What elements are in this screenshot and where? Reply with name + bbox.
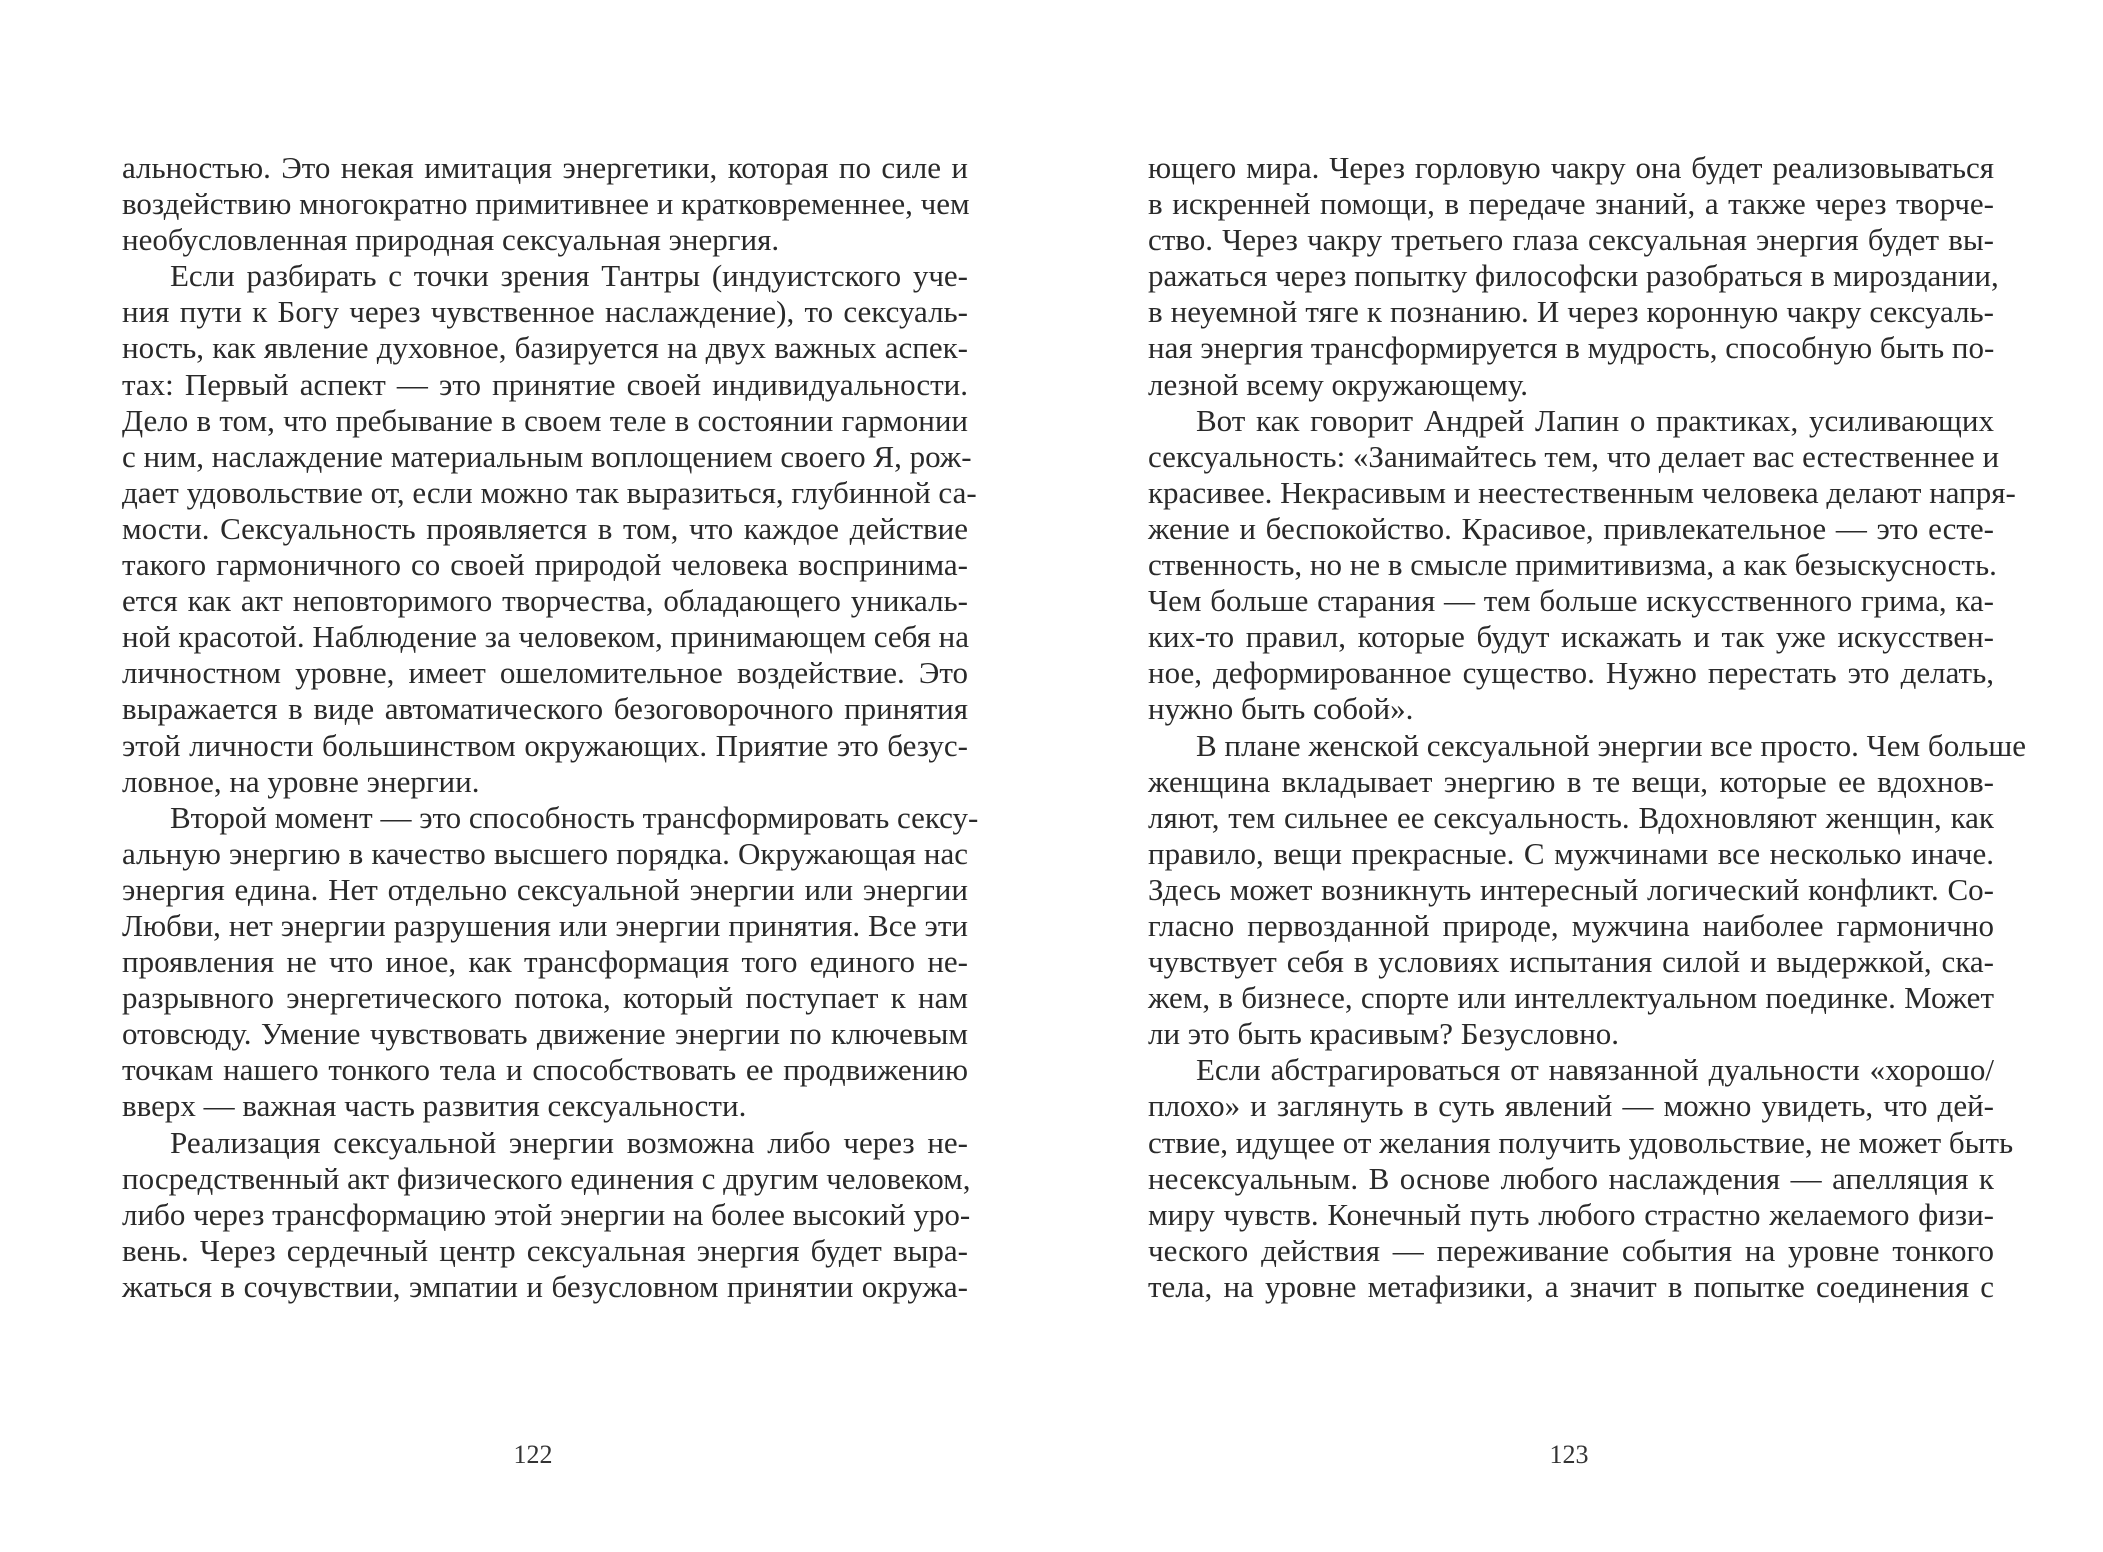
text-line: Вот как говорит Андрей Лапин о практиках, усиливающих [1196,402,1994,438]
text-line: ствие, идущее от желания получить удовольствие, не может быть [1148,1124,2014,1160]
text-line: в неуемной тяге к познанию. И через коронную чакру сексуаль- [1148,294,1994,330]
text-line: сексуальность: «Занимайтесь тем, что делает вас естественнее и [1148,438,2000,474]
text-line: миру чувств. Конечный путь любого страстно желаемого физи- [1148,1196,1994,1232]
text-line: красивее. Некрасивым и неестественным человека делают напря- [1148,474,2016,510]
text-line: несексуальным. В основе любого наслаждения — апелляция к [1148,1160,1994,1196]
text-line: ная энергия трансформируется в мудрость, способную быть по- [1148,330,1995,366]
text-line: ражаться через попытку философски разобраться в мироздании, [1148,258,1999,294]
text-line: Если разбирать с точки зрения Тантры (индуистского уче- [170,258,968,294]
left-page-text [122,150,979,1305]
text-line: Любви, нет энергии разрушения или энергии принятия. Все эти [122,907,968,943]
text-line: ность, как явление духовное, базируется на двух важных аспек- [122,330,968,366]
text-line: ческого действия — переживание события на уровне тонкого [1148,1232,1994,1268]
text-line: ство. Через чакру третьего глаза сексуальная энергия будет вы- [1148,222,1994,258]
text-line: либо через трансформацию этой энергии на более высокий уро- [122,1196,971,1232]
text-line: гласно первозданной природе, мужчина наиболее гармонично [1148,907,1994,943]
text-line: плохо» и заглянуть в суть явлений — можно увидеть, что дей- [1148,1088,1994,1124]
text-line: ли это быть красивым? Безусловно. [1148,1016,1620,1052]
page-number-left: 122 [513,1440,553,1469]
text-line: лезной всему окружающему. [1148,366,1528,402]
text-line: личностном уровне, имеет ошеломительное воздействие. Это [122,655,968,691]
text-line: тах: Первый аспект — это принятие своей индивидуальности. [122,366,968,402]
text-line: энергия едина. Нет отдельно сексуальной энергии или энергии [122,871,968,907]
text-line: мости. Сексуальность проявляется в том, что каждое действие [122,510,968,546]
text-line: В плане женской сексуальной энергии все просто. Чем больше [1196,727,2027,763]
text-line: Дело в том, что пребывание в своем теле в состоянии гармонии [122,402,968,438]
text-line: вверх — важная часть развития сексуальности. [122,1088,747,1124]
text-line: ния пути к Богу через чувственное наслаждение), то сексуаль- [122,294,968,330]
text-line: Здесь может возникнуть интересный логический конфликт. Со- [1148,871,1994,907]
text-line: в искренней помощи, в передаче знаний, а также через творче- [1148,186,1994,222]
text-line: чувствует себя в условиях испытания силой и выдержкой, ска- [1148,944,1994,980]
text-line: ких-то правил, которые будут искажать и так уже искусствен- [1148,619,1994,655]
text-line: ловное, на уровне энергии. [122,763,480,799]
text-line: ляют, тем сильнее ее сексуальность. Вдохновляют женщин, как [1148,799,1994,835]
text-line: жаться в сочувствии, эмпатии и безусловном принятии окружа- [122,1268,968,1304]
text-line: Если абстрагироваться от навязанной дуальности «хорошо/ [1196,1052,1994,1088]
text-line: ется как акт неповторимого творчества, обладающего уникаль- [122,583,968,619]
text-line: посредственный акт физического единения с другим человеком, [122,1160,971,1196]
text-line: жем, в бизнесе, спорте или интеллектуальном поединке. Может [1148,980,1994,1016]
text-line: тела, на уровне метафизики, а значит в попытке соединения с [1148,1268,1994,1304]
text-line: с ним, наслаждение материальным воплощением своего Я, рож- [122,438,972,474]
text-line: разрывного энергетического потока, который поступает к нам [122,980,968,1016]
text-line: точкам нашего тонкого тела и способствовать ее продвижению [122,1052,968,1088]
page-number-right: 123 [1549,1440,1589,1469]
text-line: жение и беспокойство. Красивое, привлекательное — это есте- [1148,510,1994,546]
text-line: правило, вещи прекрасные. С мужчинами все несколько иначе. [1148,835,1994,871]
text-line: Второй момент — это способность трансформировать сексу- [170,799,979,835]
text-line: дает удовольствие от, если можно так выразиться, глубинной са- [122,474,977,510]
text-line: ной красотой. Наблюдение за человеком, принимающем себя на [122,619,969,655]
text-line: вень. Через сердечный центр сексуальная энергия будет выра- [122,1232,968,1268]
text-line: такого гармоничного со своей природой человека воспринима- [122,547,968,583]
text-line: отовсюду. Умение чувствовать движение энергии по ключевым [122,1016,968,1052]
text-line: женщина вкладывает энергию в те вещи, которые ее вдохнов- [1148,763,1994,799]
text-line: Реализация сексуальной энергии возможна либо через не- [170,1124,968,1160]
text-line: проявления не что иное, как трансформация того единого не- [122,944,968,980]
text-line: ное, деформированное существо. Нужно перестать это делать, [1148,655,1994,691]
text-line: альностью. Это некая имитация энергетики, которая по силе и [122,150,968,185]
text-line: альную энергию в качество высшего порядка. Окружающая нас [122,835,968,871]
text-line: ющего мира. Через горловую чакру она будет реализовываться [1148,150,1994,185]
text-line: ственность, но не в смысле примитивизма, а как безыскусность. [1148,547,1997,583]
text-line: нужно быть собой». [1148,691,1414,727]
text-line: необусловленная природная сексуальная энергия. [122,222,780,258]
right-page-text [1148,150,2027,1305]
text-line: выражается в виде автоматического безоговорочного принятия [122,691,968,727]
text-line: воздействию многократно примитивнее и кратковременнее, чем [122,186,970,222]
text-line: этой личности большинством окружающих. Приятие это безус- [122,727,968,763]
text-line: Чем больше старания — тем больше искусственного грима, ка- [1148,583,1994,619]
